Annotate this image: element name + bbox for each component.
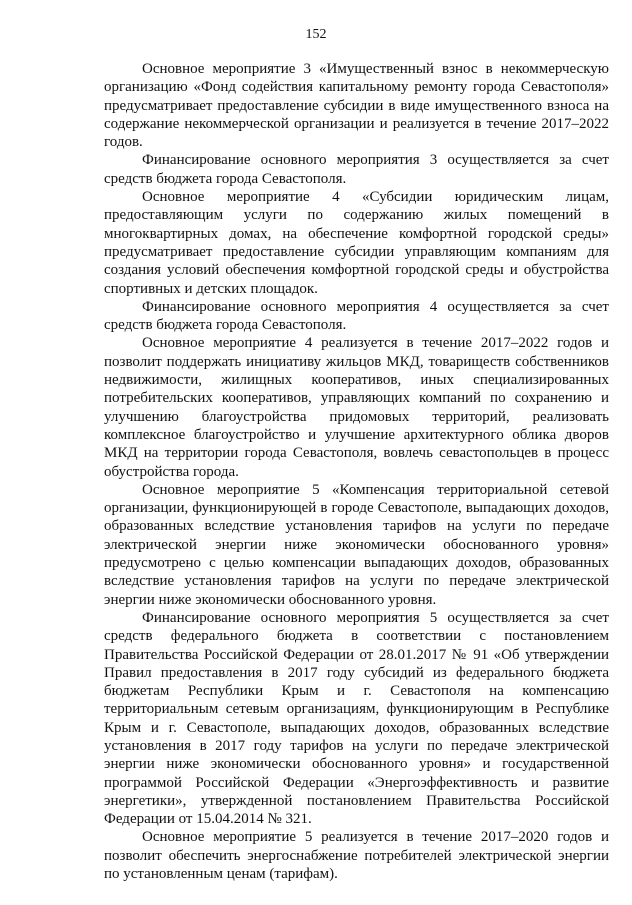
document-body (104, 60, 609, 883)
page-number: 152 (305, 27, 327, 42)
paragraph-measure-3-financing: Финансирование основного мероприятия 3 осуществляется за счет средств бюджета города Севастополя. (104, 152, 609, 187)
paragraph-measure-4-implementation: Основное мероприятие 4 реализуется в течение 2017–2022 годов и позволит поддержать инициативу жильцов МКД, товариществ собственников недвижимости, жилищных кооперативов, иных специализированных потребительских кооперативов, управляющих компаний по сохранению и улучшению благоустройства придомовых территорий, реализовать комплексное благоустройство и улучшение архитектурного облика дворов МКД на территории города Севастополя, вовлечь севастопольцев в процесс обустройства города. (104, 335, 609, 480)
paragraph-measure-3-description: Основное мероприятие 3 «Имущественный взнос в некоммерческую организацию «Фонд содействия капитальному ремонту города Севастополя» предусматривает предоставление субсидии в виде имущественного взноса на содержание некоммерческой организации и реализуется в течение 2017–2022 годов. (104, 61, 609, 151)
paragraph-measure-5-description: Основное мероприятие 5 «Компенсация территориальной сетевой организации, функционирующей в городе Севастополе, выпадающих доходов, образованных вследствие установления тарифов на услуги по передаче электрической энергии ниже экономически обоснованного уровня» предусмотрено с целью компенсации выпадающих доходов, образованных вследствие установления тарифов на услуги по передаче электрической энергии ниже экономически обоснованного уровня. (104, 481, 609, 608)
paragraph-measure-4-financing: Финансирование основного мероприятия 4 осуществляется за счет средств бюджета города Севастополя. (104, 298, 609, 334)
paragraph-measure-5-financing: Финансирование основного мероприятия 5 осуществляется за счет средств федерального бюджета в соответствии с постановлением Правительства Российской Федерации от 28.01.2017 № 91 «Об утверждении Правил предоставления в 2017 году субсидий из федерального бюджета бюджетам Республики Крым и г. Севастополя на компенсацию территориальным сетевым организациям, функционирующим в Республике Крым и г. Севастополе, выпадающих доходов, образованных вследствие установления в 2017 году тарифов на услуги по передаче электрической энергии ниже экономически обоснованного уровня» и государственной программой Российской Федерации «Энергоэффективность и развитие энергетики», утвержденной постановлением Правительства Российской Федерации от 15.04.2014 № 321. (104, 609, 609, 828)
paragraph-measure-5-implementation: Основное мероприятие 5 реализуется в течение 2017–2020 годов и позволит обеспечить энергоснабжение потребителей электрической энергии по установленным ценам (тарифам). (104, 829, 609, 883)
paragraph-measure-4-description: Основное мероприятие 4 «Субсидии юридическим лицам, предоставляющим услуги по содержанию жилых помещений в многоквартирных домах, на обеспечение комфортной городской среды» предусматривает предоставление субсидии управляющим компаниям для создания условий обеспечения комфортной городской среды и обустройства спортивных и детских площадок. (104, 189, 609, 297)
